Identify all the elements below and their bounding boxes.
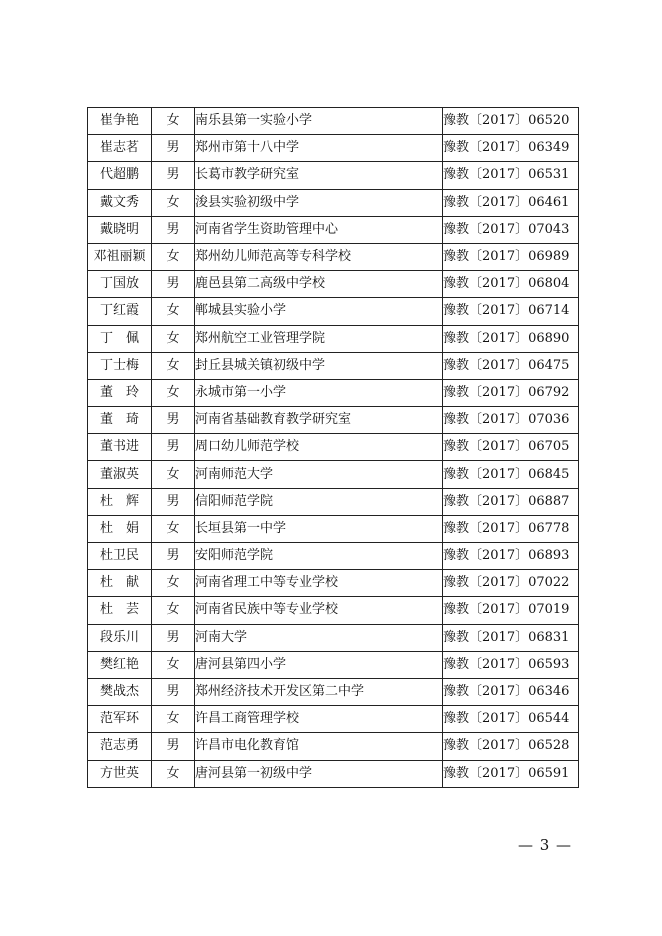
- certificate-number-cell: 豫教〔2017〕07036: [443, 407, 579, 434]
- certificate-number-cell: 豫教〔2017〕06461: [443, 189, 579, 216]
- gender-cell: 女: [152, 651, 195, 678]
- certificate-number-cell: 豫教〔2017〕06887: [443, 488, 579, 515]
- certificate-number-cell: 豫教〔2017〕06528: [443, 733, 579, 760]
- certificate-number-cell: 豫教〔2017〕06804: [443, 271, 579, 298]
- school-cell: 鹿邑县第二高级中学校: [195, 271, 443, 298]
- certificate-number-cell: 豫教〔2017〕06705: [443, 434, 579, 461]
- school-cell: 长葛市教学研究室: [195, 162, 443, 189]
- school-cell: 浚县实验初级中学: [195, 189, 443, 216]
- name-cell: 杜 献: [88, 570, 152, 597]
- table-row: [88, 570, 579, 597]
- table-row: [88, 733, 579, 760]
- certificate-number-cell: 豫教〔2017〕06544: [443, 706, 579, 733]
- gender-cell: 女: [152, 108, 195, 135]
- certificate-number-cell: 豫教〔2017〕06890: [443, 325, 579, 352]
- name-cell: 崔志茗: [88, 135, 152, 162]
- table-row: [88, 651, 579, 678]
- certificate-number-cell: 豫教〔2017〕06714: [443, 298, 579, 325]
- gender-cell: 男: [152, 543, 195, 570]
- certificate-number-cell: 豫教〔2017〕06893: [443, 543, 579, 570]
- table-row: [88, 216, 579, 243]
- name-cell: 范志勇: [88, 733, 152, 760]
- gender-cell: 男: [152, 162, 195, 189]
- name-cell: 董淑英: [88, 461, 152, 488]
- name-cell: 戴文秀: [88, 189, 152, 216]
- table-row: [88, 243, 579, 270]
- name-cell: 方世英: [88, 760, 152, 787]
- name-cell: 樊战杰: [88, 678, 152, 705]
- school-cell: 河南省理工中等专业学校: [195, 570, 443, 597]
- school-cell: 永城市第一小学: [195, 379, 443, 406]
- school-cell: 郑州航空工业管理学院: [195, 325, 443, 352]
- gender-cell: 男: [152, 135, 195, 162]
- table-row: [88, 325, 579, 352]
- certificate-number-cell: 豫教〔2017〕06531: [443, 162, 579, 189]
- table-row: [88, 189, 579, 216]
- gender-cell: 男: [152, 488, 195, 515]
- certificate-number-cell: 豫教〔2017〕07022: [443, 570, 579, 597]
- school-cell: 河南省学生资助管理中心: [195, 216, 443, 243]
- page-number: — 3 —: [517, 836, 573, 854]
- name-cell: 丁红霞: [88, 298, 152, 325]
- school-cell: 封丘县城关镇初级中学: [195, 352, 443, 379]
- name-cell: 范军环: [88, 706, 152, 733]
- table-row: [88, 379, 579, 406]
- name-cell: 段乐川: [88, 624, 152, 651]
- table-row: [88, 760, 579, 787]
- table-row: [88, 597, 579, 624]
- table-row: [88, 678, 579, 705]
- certificate-number-cell: 豫教〔2017〕06792: [443, 379, 579, 406]
- table-row: [88, 108, 579, 135]
- certificate-number-cell: 豫教〔2017〕07043: [443, 216, 579, 243]
- gender-cell: 男: [152, 271, 195, 298]
- school-cell: 唐河县第一初级中学: [195, 760, 443, 787]
- school-cell: 许昌工商管理学校: [195, 706, 443, 733]
- school-cell: 许昌市电化教育馆: [195, 733, 443, 760]
- table-row: [88, 488, 579, 515]
- table-row: [88, 135, 579, 162]
- gender-cell: 男: [152, 434, 195, 461]
- gender-cell: 男: [152, 407, 195, 434]
- gender-cell: 女: [152, 325, 195, 352]
- name-cell: 董 琦: [88, 407, 152, 434]
- gender-cell: 男: [152, 624, 195, 651]
- gender-cell: 女: [152, 461, 195, 488]
- certificate-number-cell: 豫教〔2017〕06520: [443, 108, 579, 135]
- name-cell: 丁士梅: [88, 352, 152, 379]
- gender-cell: 女: [152, 379, 195, 406]
- table-row: [88, 515, 579, 542]
- roster-body: [88, 108, 579, 788]
- name-cell: 杜 辉: [88, 488, 152, 515]
- certificate-number-cell: 豫教〔2017〕06593: [443, 651, 579, 678]
- gender-cell: 女: [152, 760, 195, 787]
- school-cell: 南乐县第一实验小学: [195, 108, 443, 135]
- gender-cell: 女: [152, 515, 195, 542]
- name-cell: 董书进: [88, 434, 152, 461]
- certificate-number-cell: 豫教〔2017〕06475: [443, 352, 579, 379]
- school-cell: 信阳师范学院: [195, 488, 443, 515]
- certificate-number-cell: 豫教〔2017〕07019: [443, 597, 579, 624]
- table-row: [88, 407, 579, 434]
- gender-cell: 男: [152, 733, 195, 760]
- name-cell: 邓祖丽颖: [88, 243, 152, 270]
- table-row: [88, 298, 579, 325]
- school-cell: 郑州市第十八中学: [195, 135, 443, 162]
- certificate-number-cell: 豫教〔2017〕06831: [443, 624, 579, 651]
- table-row: [88, 624, 579, 651]
- gender-cell: 女: [152, 570, 195, 597]
- name-cell: 樊红艳: [88, 651, 152, 678]
- table-row: [88, 706, 579, 733]
- certificate-number-cell: 豫教〔2017〕06845: [443, 461, 579, 488]
- name-cell: 丁 佩: [88, 325, 152, 352]
- table-row: [88, 543, 579, 570]
- table-row: [88, 162, 579, 189]
- table-row: [88, 461, 579, 488]
- name-cell: 杜 娟: [88, 515, 152, 542]
- table-row: [88, 271, 579, 298]
- school-cell: 河南省基础教育教学研究室: [195, 407, 443, 434]
- school-cell: 长垣县第一中学: [195, 515, 443, 542]
- gender-cell: 女: [152, 597, 195, 624]
- school-cell: 河南省民族中等专业学校: [195, 597, 443, 624]
- name-cell: 杜卫民: [88, 543, 152, 570]
- name-cell: 董 玲: [88, 379, 152, 406]
- gender-cell: 男: [152, 216, 195, 243]
- teacher-roster-table: [87, 107, 579, 788]
- school-cell: 郸城县实验小学: [195, 298, 443, 325]
- gender-cell: 女: [152, 352, 195, 379]
- school-cell: 唐河县第四小学: [195, 651, 443, 678]
- school-cell: 郑州幼儿师范高等专科学校: [195, 243, 443, 270]
- certificate-number-cell: 豫教〔2017〕06778: [443, 515, 579, 542]
- gender-cell: 男: [152, 678, 195, 705]
- gender-cell: 女: [152, 189, 195, 216]
- school-cell: 周口幼儿师范学校: [195, 434, 443, 461]
- certificate-number-cell: 豫教〔2017〕06349: [443, 135, 579, 162]
- name-cell: 杜 芸: [88, 597, 152, 624]
- gender-cell: 女: [152, 243, 195, 270]
- name-cell: 丁国放: [88, 271, 152, 298]
- table-row: [88, 352, 579, 379]
- school-cell: 河南大学: [195, 624, 443, 651]
- certificate-number-cell: 豫教〔2017〕06346: [443, 678, 579, 705]
- school-cell: 郑州经济技术开发区第二中学: [195, 678, 443, 705]
- school-cell: 河南师范大学: [195, 461, 443, 488]
- name-cell: 戴晓明: [88, 216, 152, 243]
- school-cell: 安阳师范学院: [195, 543, 443, 570]
- certificate-number-cell: 豫教〔2017〕06989: [443, 243, 579, 270]
- name-cell: 崔争艳: [88, 108, 152, 135]
- gender-cell: 女: [152, 298, 195, 325]
- gender-cell: 女: [152, 706, 195, 733]
- certificate-number-cell: 豫教〔2017〕06591: [443, 760, 579, 787]
- table-row: [88, 434, 579, 461]
- name-cell: 代超鹏: [88, 162, 152, 189]
